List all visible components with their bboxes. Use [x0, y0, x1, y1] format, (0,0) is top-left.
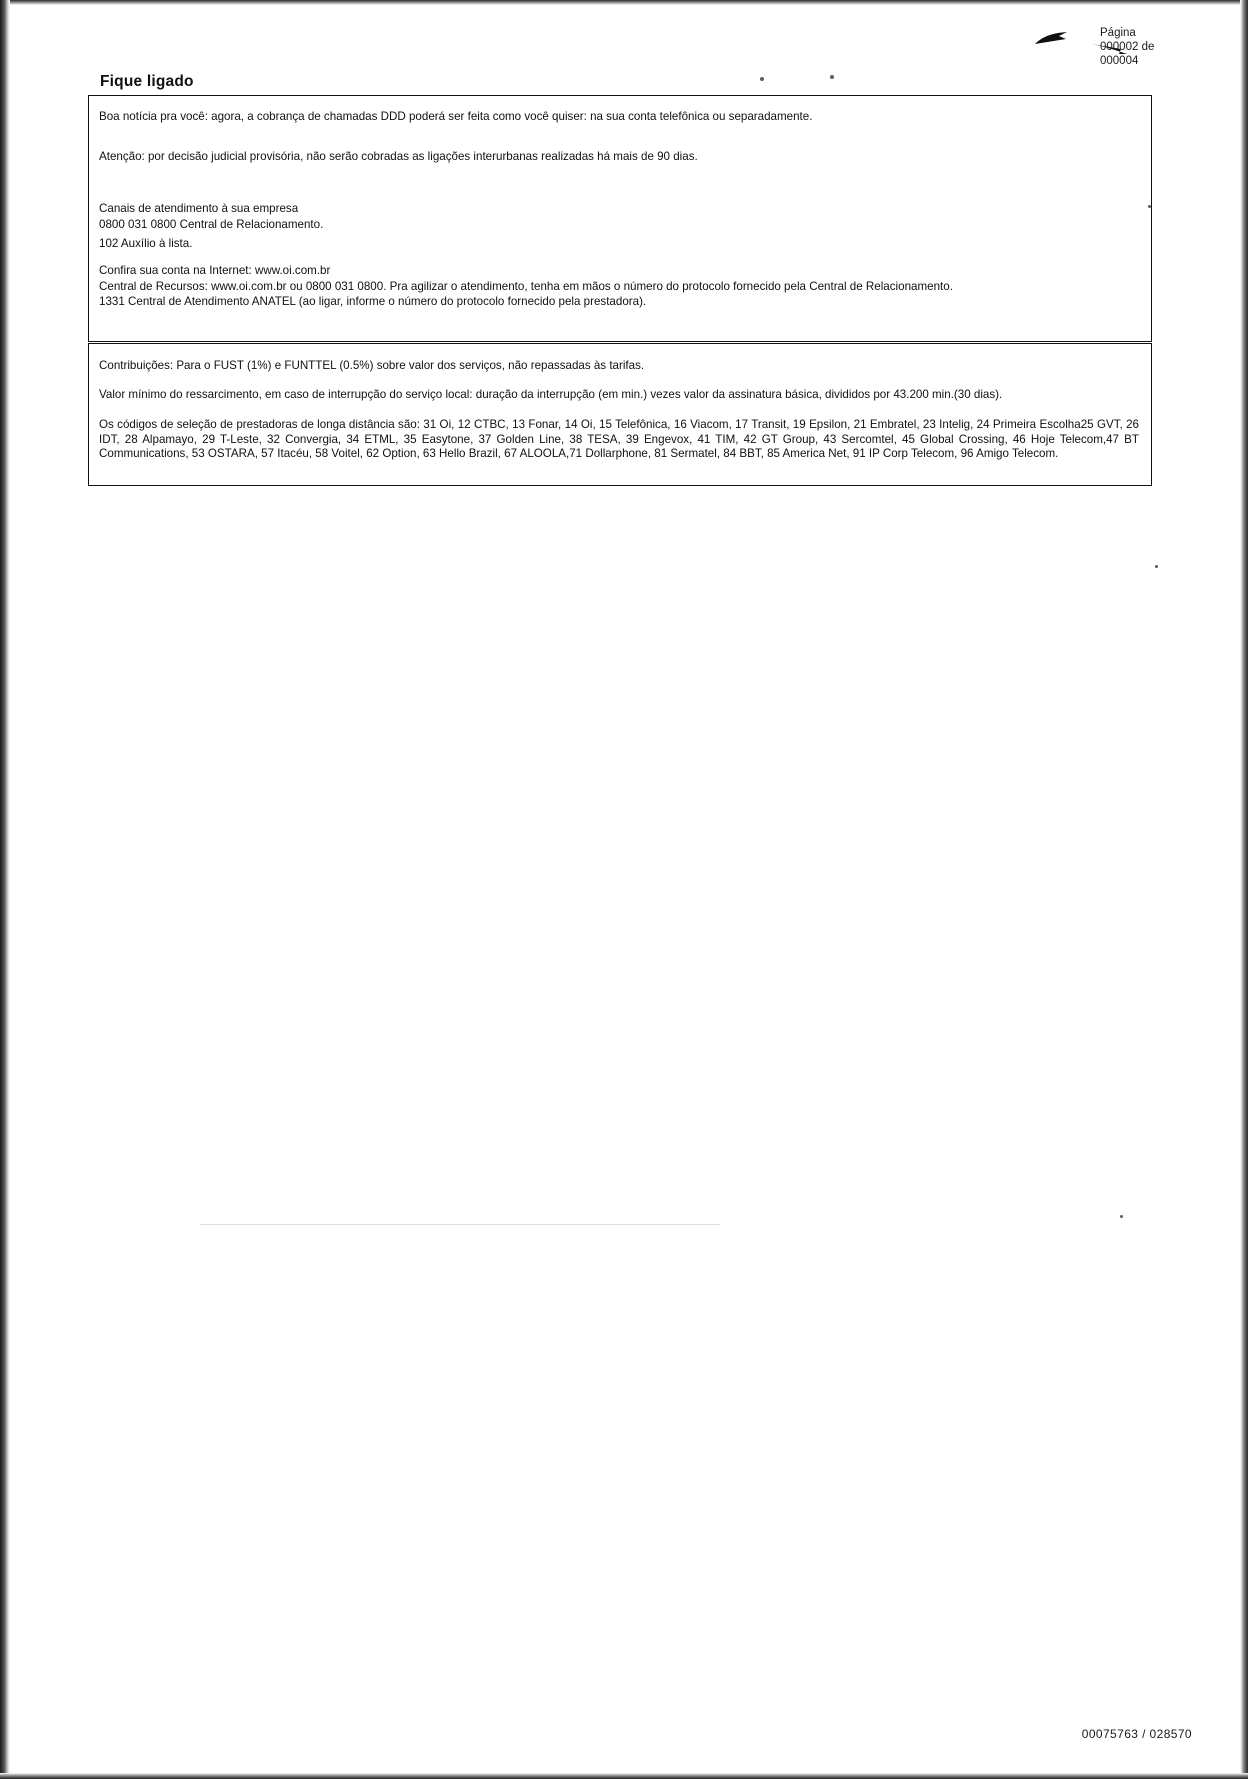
page-number-block [1100, 26, 1195, 68]
internet-line-2: Central de Recursos: www.oi.com.br ou 0800 031 0800. Pra agilizar o atendimento, tenha em mãos o número do protocolo fornecido pela Central de Relacionamento. [99, 279, 953, 293]
minimum-value-text: Valor mínimo do ressarcimento, em caso de interrupção do serviço local: duração da interrupção (em min.) vezes valor da assinatura básica, divididos por 43.200 min.(30 dias). [99, 388, 1003, 401]
scan-artifact-line [200, 1224, 720, 1225]
page-number-current: 000002 de [1100, 41, 1155, 53]
page-edge-right [1240, 0, 1248, 1779]
internet-line-3: 1331 Central de Atendimento ANATEL (ao ligar, informe o número do protocolo fornecido pela prestadora). [99, 295, 647, 308]
page-title: Fique ligado [100, 73, 194, 90]
channels-title: Canais de atendimento à sua empresa [99, 202, 299, 215]
channels-line-2: 102 Auxílio à lista. [99, 237, 193, 250]
scan-speck [1155, 565, 1158, 568]
legal-information-box [88, 343, 1152, 486]
page-edge-top [0, 0, 1248, 5]
scan-speck [1120, 1215, 1123, 1218]
page-number-label: Página [1100, 27, 1136, 39]
arrow-mark-icon [1033, 30, 1073, 52]
attention-text: Atenção: por decisão judicial provisória, não serão cobradas as ligações interurbanas realizadas há mais de 90 dias. [99, 150, 698, 163]
channels-block [99, 201, 1131, 232]
contributions-text: Contribuições: Para o FUST (1%) e FUNTTEL (0.5%) sobre valor dos serviços, não repassadas às tarifas. [99, 359, 645, 372]
customer-notices-box [88, 95, 1152, 342]
page-number-total: 000004 [1100, 55, 1139, 67]
scan-speck [760, 77, 764, 81]
internet-block [99, 263, 1131, 310]
page-edge-bottom [0, 1773, 1248, 1779]
page-edge-left [0, 0, 10, 1779]
scan-speck [830, 75, 834, 79]
carrier-codes-text: Os códigos de seleção de prestadoras de longa distância são: 31 Oi, 12 CTBC, 13 Fonar, 14 Oi, 15 Telefônica, 16 Viacom, 17 Transit, 19 Epsilon, 21 Embratel, 23 Intelig, 24 Primeira Escolha25 GVT, 26 IDT, 28 Alpamayo, 29 T-Leste, 32 Convergia, 34 ETML, 35 Easytone, 37 Golden Line, 38 TESA, 39 Engevox, 41 TIM, 42 GT Group, 43 Sercomtel, 45 Global Crossing, 46 Hoje Telecom,47 BT Communications, 53 OSTARA, 57 Itacéu, 58 Voitel, 62 Option, 63 Hello Brazil, 67 ALOOLA,71 Dollarphone, 81 Sermatel, 84 BBT, 85 America Net, 91 IP Corp Telecom, 96 Amigo Telecom. [99, 418, 1139, 460]
internet-line-1: Confira sua conta na Internet: www.oi.com.br [99, 264, 331, 277]
channels-line-1: 0800 031 0800 Central de Relacionamento. [99, 217, 324, 231]
footer-document-code: 00075763 / 028570 [1081, 1727, 1192, 1741]
notice-text: Boa notícia pra você: agora, a cobrança de chamadas DDD poderá ser feita como você quiser: na sua conta telefônica ou separadamente. [99, 110, 813, 123]
